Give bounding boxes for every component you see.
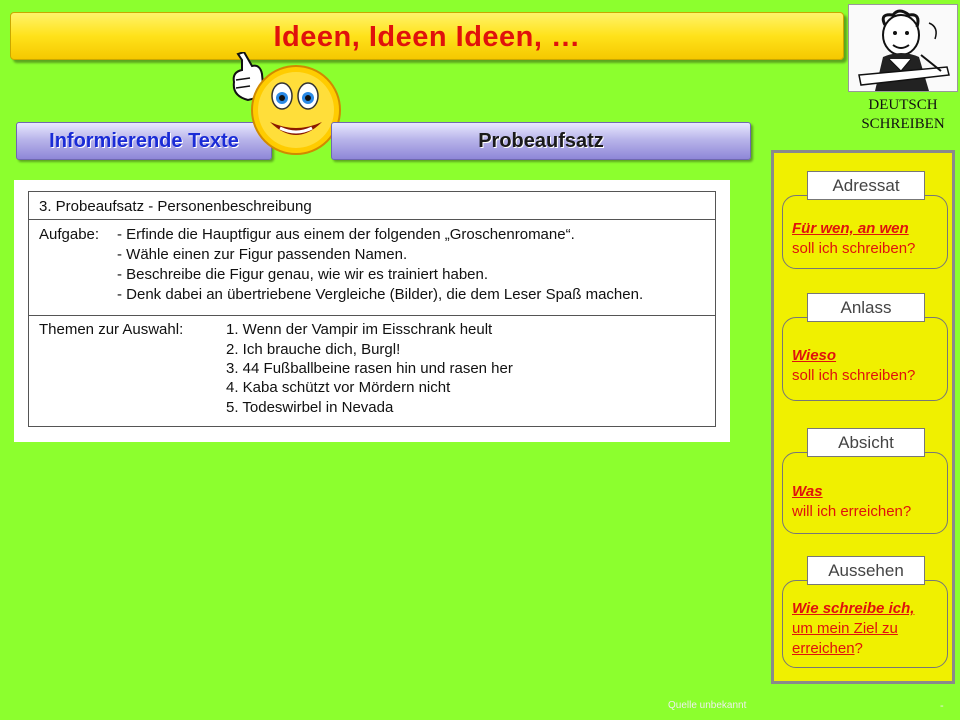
task-table (28, 191, 716, 427)
section-question (792, 346, 915, 386)
probeaufsatz-label: Probeaufsatz (478, 130, 604, 152)
question-keyword: Für wen, an wen (792, 220, 909, 237)
thema-item: 2. Ich brauche dich, Burgl! (226, 341, 401, 358)
writing-questions-panel (771, 150, 955, 684)
question-rest: soll ich schreiben? (792, 367, 916, 384)
question-mark: ? (854, 640, 863, 657)
section-label-anlass: Anlass (807, 293, 925, 322)
question-line: erreichen (792, 640, 855, 657)
writer-illustration (848, 4, 958, 92)
section-question (792, 482, 911, 522)
section-question (792, 219, 915, 259)
themen-row (29, 315, 715, 426)
aufgabe-line: - Erfinde die Hauptfigur aus einem der folgenden „Groschenromane“. (117, 226, 575, 243)
themen-label: Themen zur Auswahl: (39, 321, 184, 338)
thema-item: 4. Kaba schützt vor Mördern nicht (226, 379, 451, 396)
question-rest: soll ich schreiben? (792, 240, 916, 257)
question-keyword: Wie schreibe ich, (792, 600, 915, 617)
task-heading: 3. Probeaufsatz - Personenbeschreibung (39, 198, 312, 215)
thema-item: 1. Wenn der Vampir im Eisschrank heult (226, 321, 493, 338)
task-heading-row (29, 192, 715, 220)
question-line: um mein Ziel zu (792, 620, 898, 637)
subject-line-2: SCHREIBEN (861, 116, 945, 132)
question-rest: will ich erreichen? (792, 503, 912, 520)
source-note: Quelle unbekannt (668, 700, 747, 711)
section-label-aussehen: Aussehen (807, 556, 925, 585)
section-label-absicht: Absicht (807, 428, 925, 457)
probeaufsatz-button[interactable] (331, 122, 751, 160)
subject-line-1: DEUTSCH (868, 97, 938, 113)
question-keyword: Wieso (792, 347, 837, 364)
thema-item: 3. 44 Fußballbeine rasen hin und rasen her (226, 360, 513, 377)
title-banner (10, 12, 844, 60)
thema-item: 5. Todeswirbel in Nevada (226, 399, 394, 416)
page-title: Ideen, Ideen Ideen, … (273, 21, 581, 53)
writer-drawing-icon (849, 5, 957, 91)
page-number: - (940, 700, 944, 712)
aufgabe-line: - Beschreibe die Figur genau, wie wir es trainiert haben. (117, 266, 489, 283)
subject-label (846, 96, 960, 134)
aufgabe-label: Aufgabe: (39, 226, 100, 243)
section-question (792, 599, 914, 659)
section-label-adressat: Adressat (807, 171, 925, 200)
aufgabe-line: - Denk dabei an übertriebene Vergleiche (Bilder), die dem Leser Spaß machen. (117, 286, 644, 303)
informierende-texte-label: Informierende Texte (49, 130, 239, 152)
aufgabe-row (29, 219, 715, 316)
question-keyword: Was (792, 483, 823, 500)
aufgabe-line: - Wähle einen zur Figur passenden Namen. (117, 246, 408, 263)
smiley-pointing-icon (222, 52, 342, 162)
